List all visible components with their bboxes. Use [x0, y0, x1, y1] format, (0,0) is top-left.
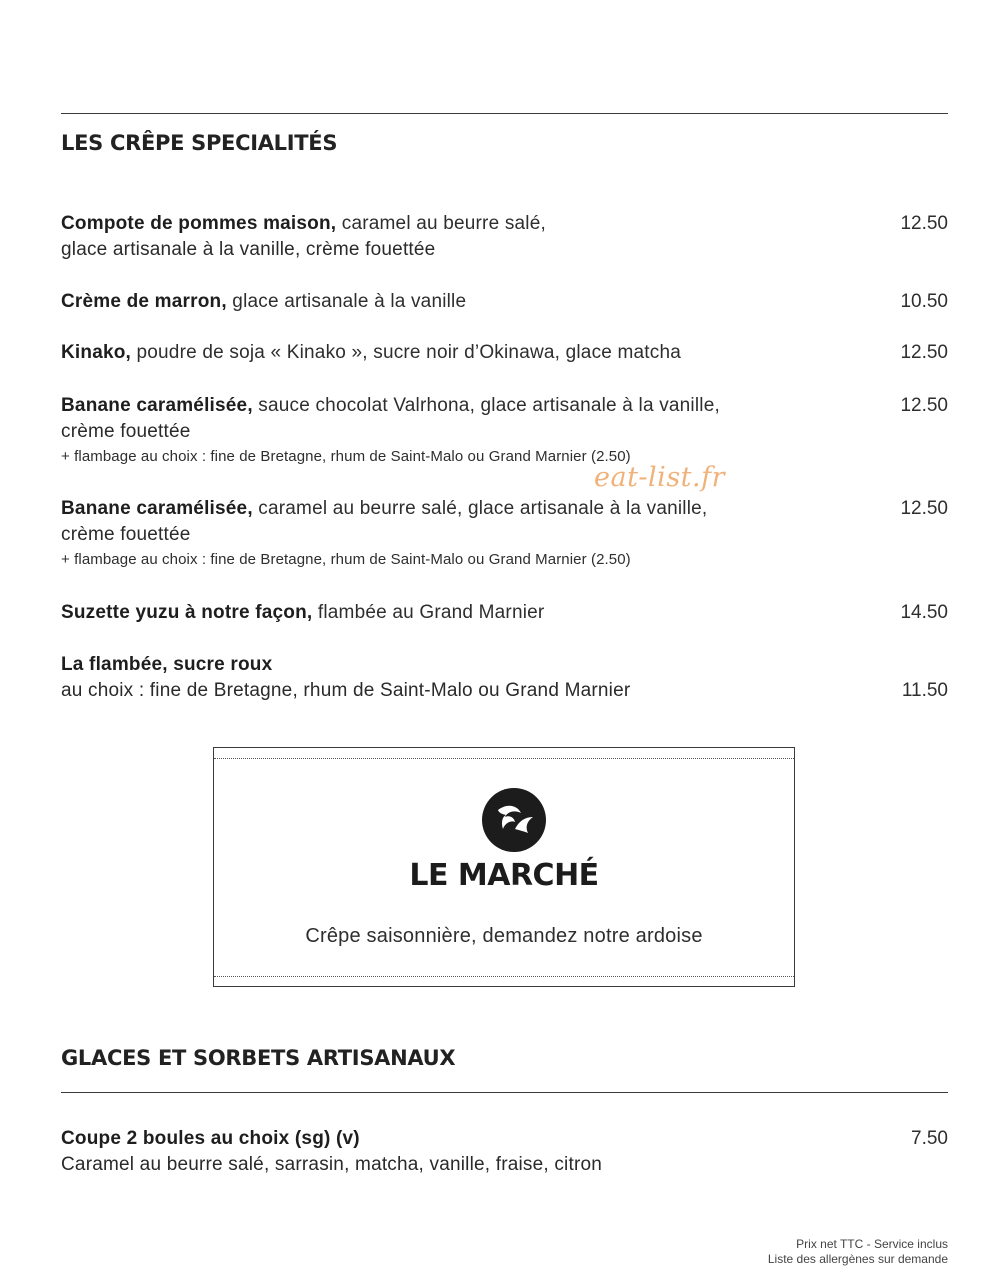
dish-description: poudre de soja « Kinako », sucre noir d’Okinawa, glace matcha — [131, 342, 682, 363]
menu-item-flambee — [61, 652, 948, 704]
dish-description: glace artisanale à la vanille — [226, 291, 467, 312]
flambage-note: + flambage au choix : fine de Bretagne, rhum de Saint-Malo ou Grand Marnier (2.50) — [61, 448, 631, 465]
menu-item-coupe — [61, 1126, 948, 1178]
dish-name: Kinako, — [61, 342, 132, 363]
dish-name: Banane caramélisée, — [61, 498, 253, 519]
top-divider — [61, 113, 948, 114]
dish-price: 12.50 — [900, 213, 948, 234]
dish-name: Crème de marron, — [61, 291, 227, 312]
dish-description-line2: au choix : fine de Bretagne, rhum de Saint-Malo ou Grand Marnier — [61, 680, 631, 701]
footer-line-1: Prix net TTC - Service inclus — [796, 1237, 948, 1251]
footer — [768, 1237, 948, 1267]
item-line — [61, 652, 948, 678]
dish-name: Banane caramélisée, — [61, 395, 253, 416]
dish-name: Coupe 2 boules au choix (sg) (v) — [61, 1128, 360, 1149]
dish-name: La flambée, sucre roux — [61, 654, 273, 675]
dish-price: 14.50 — [900, 602, 948, 623]
dish-price: 12.50 — [900, 342, 948, 363]
seasonal-note: Crêpe saisonnière, demandez notre ardoise — [305, 925, 703, 947]
dish-price: 7.50 — [911, 1128, 948, 1149]
dish-description-line2: glace artisanale à la vanille, crème fouettée — [61, 239, 436, 260]
glaces-divider — [61, 1092, 948, 1093]
menu-item-suzette — [61, 600, 948, 626]
item-line — [61, 393, 948, 419]
dish-description: caramel au beurre salé, — [336, 213, 546, 234]
footer-line-2: Liste des allergènes sur demande — [767, 1252, 948, 1266]
menu-item-banane-chocolat — [61, 393, 948, 467]
section-title-glaces: GLACES ET SORBETS ARTISANAUX — [61, 1046, 456, 1070]
item-line — [61, 289, 948, 315]
dish-name: Compote de pommes maison, — [61, 213, 337, 234]
brand-name: LE MARCHÉ — [409, 858, 599, 893]
item-line — [61, 1126, 948, 1152]
item-line — [61, 496, 948, 522]
box-dotted-top — [214, 758, 794, 759]
menu-item-banane-caramel — [61, 496, 948, 570]
dish-price: 11.50 — [901, 680, 948, 701]
le-marche-box — [213, 747, 795, 987]
dish-price: 12.50 — [900, 498, 948, 519]
box-dotted-bottom — [214, 976, 794, 977]
item-line — [61, 211, 948, 237]
dish-description: flambée au Grand Marnier — [312, 602, 545, 623]
dish-description: sauce chocolat Valrhona, glace artisanale à la vanille, — [252, 395, 720, 416]
dish-description-line2: crème fouettée — [61, 421, 191, 442]
dish-price: 12.50 — [900, 395, 948, 416]
item-line — [61, 340, 948, 366]
dish-description-line2: Caramel au beurre salé, sarrasin, matcha, vanille, fraise, citron — [61, 1154, 603, 1175]
dish-name: Suzette yuzu à notre façon, — [61, 602, 313, 623]
menu-item-kinako — [61, 340, 948, 366]
item-line — [61, 600, 948, 626]
dish-description-line2: crème fouettée — [61, 524, 191, 545]
dish-description: caramel au beurre salé, glace artisanale à la vanille, — [252, 498, 708, 519]
flambage-note: + flambage au choix : fine de Bretagne, rhum de Saint-Malo ou Grand Marnier (2.50) — [61, 551, 631, 568]
menu-item-compote — [61, 211, 948, 263]
dish-price: 10.50 — [900, 291, 948, 312]
section-title-crepes: LES CRÊPE SPECIALITÉS — [61, 131, 338, 155]
menu-item-creme-marron — [61, 289, 948, 315]
watermark: eat-list.fr — [594, 462, 726, 493]
le-marche-logo-icon — [481, 787, 547, 853]
